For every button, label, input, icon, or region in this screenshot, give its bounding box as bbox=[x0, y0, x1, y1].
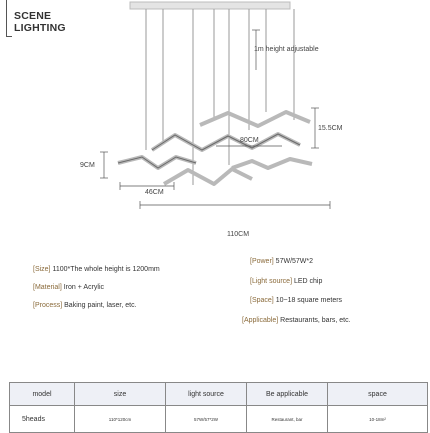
table-header-model: model bbox=[10, 383, 75, 406]
spec-space bbox=[250, 297, 342, 304]
brand-line1: SCENE bbox=[14, 10, 52, 22]
spec-size-value: 1100*The whole height is 1200mm bbox=[50, 266, 160, 273]
table-cell-model: 5heads bbox=[10, 406, 75, 433]
spec-applicable bbox=[242, 317, 351, 324]
total-width-label: 110CM bbox=[227, 231, 250, 238]
suspension-wires bbox=[146, 9, 294, 185]
brand-line2: LIGHTING bbox=[14, 22, 66, 34]
ceiling-canopy bbox=[130, 2, 290, 9]
table-header-space: space bbox=[328, 383, 428, 406]
table-cell-size: 110*120cm bbox=[75, 406, 166, 433]
spec-power-value: 57W/57W*2 bbox=[273, 258, 314, 265]
spec-size-key: [Size] bbox=[33, 266, 51, 273]
spec-space-key: [Space] bbox=[250, 297, 274, 304]
spec-power bbox=[250, 258, 313, 265]
table-header-applicable: Be applicable bbox=[247, 383, 328, 406]
height-adjustable-label: 1m height adjustable bbox=[254, 46, 319, 53]
wave-width-label: 46CM bbox=[145, 189, 164, 196]
spec-material bbox=[33, 284, 104, 291]
wave-height-label: 9CM bbox=[80, 162, 95, 169]
spec-space-value: 10~18 square meters bbox=[273, 297, 343, 304]
spec-light-source-key: [Light source] bbox=[250, 278, 293, 285]
spec-process-value: Baking paint, laser, etc. bbox=[62, 302, 137, 309]
piece-width-label: 80CM bbox=[240, 137, 259, 144]
spec-power-key: [Power] bbox=[250, 258, 274, 265]
piece-height-label: 15.5CM bbox=[318, 125, 343, 132]
spec-process-key: [Process] bbox=[33, 302, 63, 309]
table-row bbox=[10, 406, 428, 433]
table-header-size: size bbox=[75, 383, 166, 406]
spec-size bbox=[33, 266, 160, 273]
table-header-row bbox=[10, 383, 428, 406]
spec-material-value: Iron + Acrylic bbox=[61, 284, 105, 291]
spec-light-source bbox=[250, 278, 322, 285]
spec-process bbox=[33, 302, 137, 309]
spec-applicable-value: Restaurants, bars, etc. bbox=[278, 317, 351, 324]
spec-applicable-key: [Applicable] bbox=[242, 317, 279, 324]
table-cell-applicable: Restaurant, bar bbox=[247, 406, 328, 433]
table-cell-space: 10-18m² bbox=[328, 406, 428, 433]
table-cell-light-source: 57W/57*2W bbox=[166, 406, 247, 433]
table-header-light-source: light source bbox=[166, 383, 247, 406]
spec-material-key: [Material] bbox=[33, 284, 62, 291]
spec-table bbox=[9, 382, 428, 433]
spec-light-source-value: LED chip bbox=[292, 278, 323, 285]
lamp-waves bbox=[118, 112, 312, 184]
